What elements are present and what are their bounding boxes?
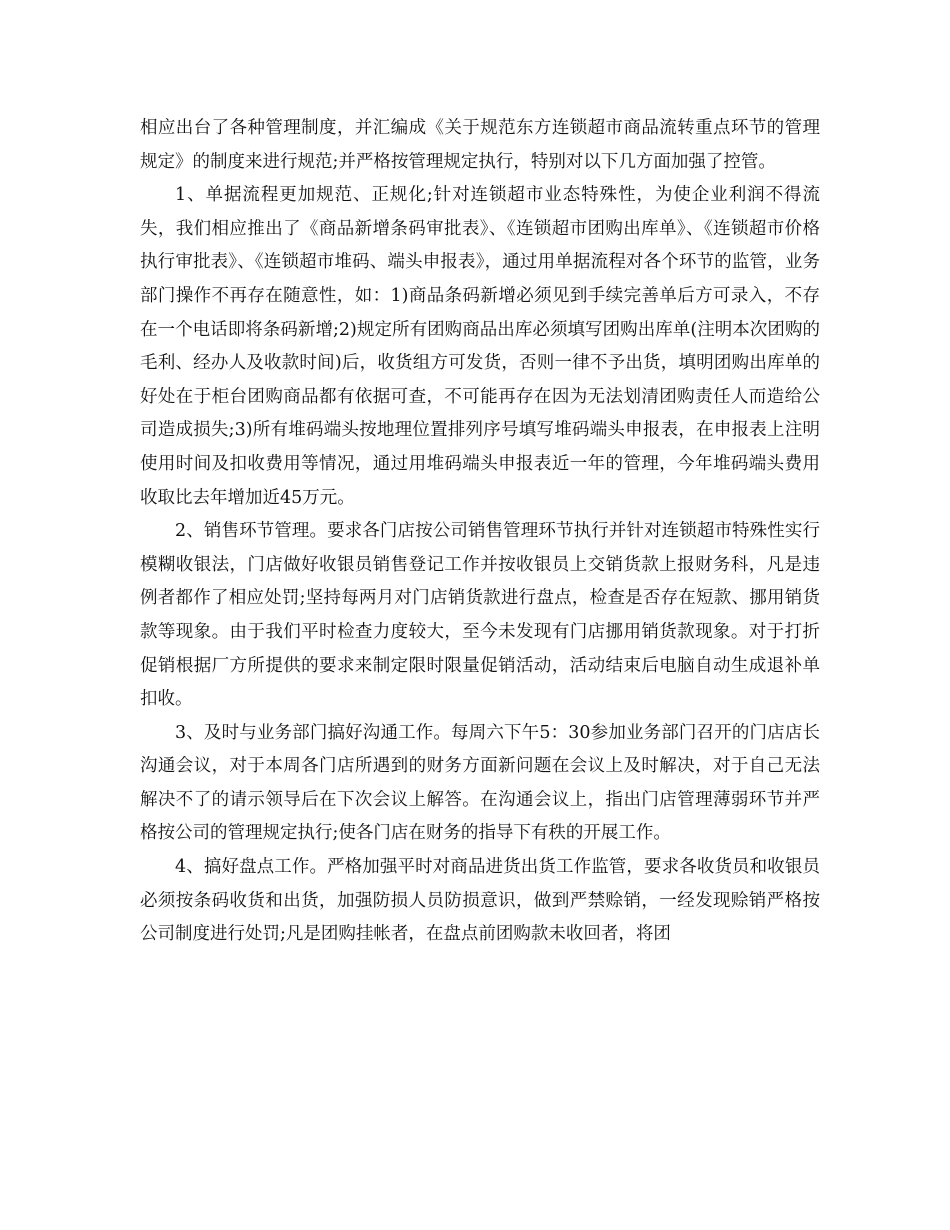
paragraph-item-4-inventory: 4、搞好盘点工作。严格加强平时对商品进货出货工作监管，要求各收货员和收银员必须按条码收货和出货，加强防损人员防损意识，做到严禁赊销，一经发现赊销严格按公司制度进行处罚;凡是团购挂帐者，在盘点前团购款未收回者，将团 xyxy=(140,857,820,945)
paragraph-item-2-sales: 2、销售环节管理。要求各门店按公司销售管理环节执行并针对连锁超市特殊性实行模糊收银法，门店做好收银员销售登记工作并按收银员上交销货款上报财务科，凡是违例者都作了相应处罚;坚持每两月对门店销货款进行盘点，检查是否存在短款、挪用销货款等现象。由于我们平时检查力度较大，至今未发现有门店挪用销货款现象。对于打折促销根据厂方所提供的要求来制定限时限量促销活动，活动结束后电脑自动生成退补单扣收。 xyxy=(140,521,820,710)
paragraph-item-1-documents: 1、单据流程更加规范、正规化;针对连锁超市业态特殊性，为使企业利润不得流失，我们相应推出了《商品新增条码审批表》、《连锁超市团购出库单》、《连锁超市价格执行审批表》、《连锁超市堆码、端头申报表》，通过用单据流程对各个环节的监管，业务部门操作不再存在随意性，如：1)商品条码新增必须见到手续完善单后方可录入，不存在一个电话即将条码新增;2)规定所有团购商品出库必须填写团购出库单(注明本次团购的毛利、经办人及收款时间)后，收货组方可发货，否则一律不予出货，填明团购出库单的好处在于柜台团购商品都有依据可查，不可能再存在因为无法划清团购责任人而造给公司造成损失;3)所有堆码端头按地理位置排列序号填写堆码端头申报表，在申报表上注明使用时间及扣收费用等情况，通过用堆码端头申报表近一年的管理，今年堆码端头费用收取比去年增加近45万元。 xyxy=(140,185,820,508)
document-page xyxy=(140,112,820,952)
paragraph-item-3-communication: 3、及时与业务部门搞好沟通工作。每周六下午5：30参加业务部门召开的门店店长沟通会议，对于本周各门店所遇到的财务方面新问题在会议上及时解决，对于自己无法解决不了的请示领导后在下次会议上解答。在沟通会议上，指出门店管理薄弱环节并严格按公司的管理规定执行;使各门店在财务的指导下有秩的开展工作。 xyxy=(140,722,820,844)
paragraph-continuation: 相应出台了各种管理制度，并汇编成《关于规范东方连锁超市商品流转重点环节的管理规定》的制度来进行规范;并严格按管理规定执行，特别对以下几方面加强了控管。 xyxy=(140,118,820,172)
